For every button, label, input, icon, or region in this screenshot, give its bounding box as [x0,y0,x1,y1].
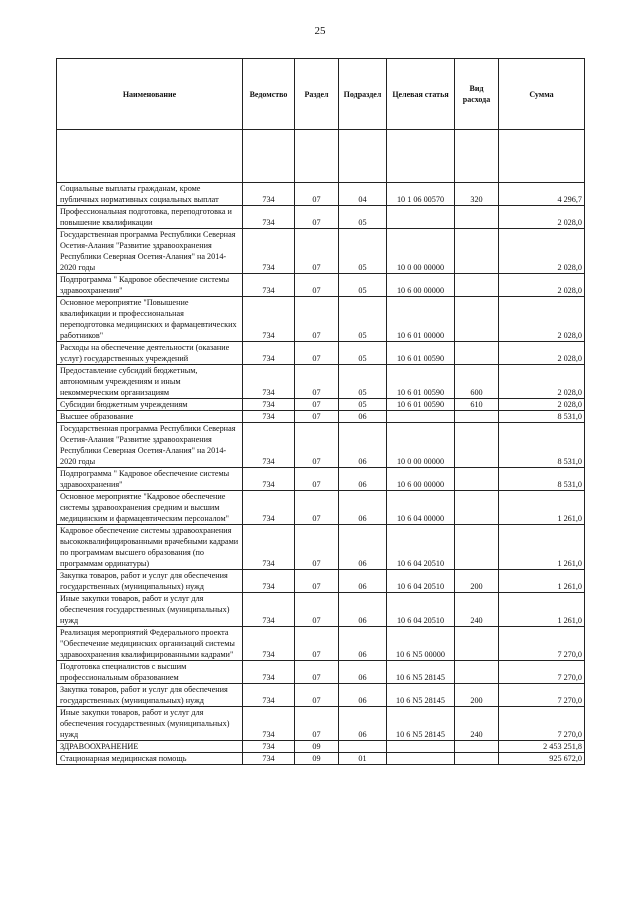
cell-target-article: 10 6 01 00000 [387,297,455,342]
cell-department: 734 [243,399,295,411]
cell-department: 734 [243,684,295,707]
cell-department: 734 [243,342,295,365]
table-header-row [57,59,585,130]
cell-subsection: 06 [339,423,387,468]
cell-amount: 8 531,0 [499,468,585,491]
cell-name: Подготовка специалистов с высшим профессиональным образованием [57,661,243,684]
cell-expense-type: 610 [455,399,499,411]
table-row [57,753,585,765]
cell-name: Государственная программа Республики Северная Осетия-Алания "Развитие здравоохранения Республики Северная Осетия-Алания" на 2014-2020 годы [57,423,243,468]
cell-expense-type [455,229,499,274]
cell-department: 734 [243,183,295,206]
cell-section: 07 [295,570,339,593]
cell-section: 07 [295,274,339,297]
cell-section: 07 [295,399,339,411]
cell-subsection: 01 [339,753,387,765]
cell-amount: 7 270,0 [499,707,585,741]
col-header-amount: Сумма [499,59,585,130]
table-row [57,525,585,570]
cell-target-article: 10 1 06 00570 [387,183,455,206]
cell-department: 734 [243,468,295,491]
cell-subsection: 05 [339,365,387,399]
cell-target-article: 10 6 N5 00000 [387,627,455,661]
cell-amount: 1 261,0 [499,570,585,593]
table-row [57,593,585,627]
cell-name: Иные закупки товаров, работ и услуг для обеспечения государственных (муниципальных) нужд [57,593,243,627]
cell-amount: 7 270,0 [499,661,585,684]
cell-subsection: 06 [339,570,387,593]
cell-target-article [387,753,455,765]
cell-target-article: 10 6 01 00590 [387,342,455,365]
table-row [57,707,585,741]
cell-subsection: 06 [339,684,387,707]
cell-target-article: 10 6 04 00000 [387,491,455,525]
cell-expense-type [455,423,499,468]
cell-subsection: 05 [339,206,387,229]
cell-target-article [387,411,455,423]
col-header-department: Ведомство [243,59,295,130]
table-row [57,399,585,411]
cell-amount: 2 028,0 [499,342,585,365]
cell-expense-type [455,206,499,229]
cell-expense-type: 200 [455,684,499,707]
cell-department: 734 [243,274,295,297]
cell-section: 07 [295,593,339,627]
cell-subsection: 04 [339,183,387,206]
cell-section: 07 [295,183,339,206]
cell-section: 07 [295,684,339,707]
cell-section: 07 [295,525,339,570]
cell-expense-type [455,411,499,423]
cell-target-article: 10 6 01 00590 [387,365,455,399]
cell-section: 07 [295,423,339,468]
cell-section: 07 [295,342,339,365]
col-header-target-article: Целевая статья [387,59,455,130]
cell-expense-type [455,661,499,684]
cell-expense-type: 200 [455,570,499,593]
cell-name: Профессиональная подготовка, переподготовка и повышение квалификации [57,206,243,229]
cell-section: 07 [295,468,339,491]
cell-department: 734 [243,411,295,423]
cell-subsection: 05 [339,342,387,365]
cell-amount: 1 261,0 [499,491,585,525]
cell-name: Предоставление субсидий бюджетным, автономным учреждениям и иным некоммерческим организациям [57,365,243,399]
cell-name: Субсидии бюджетным учреждениям [57,399,243,411]
cell-expense-type [455,274,499,297]
table-row [57,297,585,342]
cell-name: Закупка товаров, работ и услуг для обеспечения государственных (муниципальных) нужд [57,684,243,707]
cell-section: 09 [295,753,339,765]
cell-expense-type [455,297,499,342]
cell-name: Закупка товаров, работ и услуг для обеспечения государственных (муниципальных) нужд [57,570,243,593]
cell-subsection: 06 [339,525,387,570]
table-row [57,468,585,491]
cell-department: 734 [243,206,295,229]
cell-amount: 2 453 251,8 [499,741,585,753]
cell-department: 734 [243,525,295,570]
cell-subsection: 06 [339,661,387,684]
cell-name: Основное мероприятие "Кадровое обеспечение системы здравоохранения средним и высшим медицинским и фармацевтическим персоналом" [57,491,243,525]
cell-department: 734 [243,297,295,342]
col-header-section: Раздел [295,59,339,130]
cell-expense-type: 600 [455,365,499,399]
cell-section: 07 [295,229,339,274]
budget-table [56,58,585,765]
cell-department: 734 [243,753,295,765]
cell-target-article [387,741,455,753]
cell-name: Кадровое обеспечение системы здравоохранения высококвалифицированными врачебными кадрами по программам высшего образования (по программам ординатуры) [57,525,243,570]
cell-section: 09 [295,741,339,753]
cell-amount: 2 028,0 [499,206,585,229]
cell-section: 07 [295,627,339,661]
cell-name: ЗДРАВООХРАНЕНИЕ [57,741,243,753]
cell-name: Государственная программа Республики Северная Осетия-Алания "Развитие здравоохранения Республики Северная Осетия-Алания" на 2014-2020 годы [57,229,243,274]
page-number: 25 [314,25,326,37]
cell-subsection: 05 [339,229,387,274]
cell-subsection: 06 [339,593,387,627]
cell-name: Стационарная медицинская помощь [57,753,243,765]
table-body [57,130,585,765]
table-row [57,661,585,684]
cell-target-article: 10 0 00 00000 [387,229,455,274]
cell-expense-type [455,627,499,661]
cell-department: 734 [243,661,295,684]
cell-target-article: 10 6 04 20510 [387,525,455,570]
cell-amount: 7 270,0 [499,684,585,707]
table-row [57,342,585,365]
cell-expense-type [455,342,499,365]
cell-department: 734 [243,229,295,274]
cell-amount: 2 028,0 [499,274,585,297]
cell-department: 734 [243,491,295,525]
cell-target-article [387,206,455,229]
cell-name: Основное мероприятие "Повышение квалификации и профессиональная переподготовка медицинских и фармацевтических работников" [57,297,243,342]
cell-expense-type: 240 [455,707,499,741]
cell-subsection [339,741,387,753]
table-row [57,411,585,423]
table-spacer-row [57,130,585,183]
cell-target-article: 10 6 00 00000 [387,274,455,297]
cell-amount: 2 028,0 [499,365,585,399]
cell-target-article: 10 0 00 00000 [387,423,455,468]
cell-expense-type [455,468,499,491]
cell-amount: 925 672,0 [499,753,585,765]
cell-amount: 2 028,0 [499,399,585,411]
cell-target-article: 10 6 04 20510 [387,570,455,593]
cell-expense-type [455,525,499,570]
cell-department: 734 [243,741,295,753]
table-row [57,423,585,468]
cell-section: 07 [295,411,339,423]
cell-target-article: 10 6 N5 28145 [387,684,455,707]
cell-section: 07 [295,206,339,229]
cell-subsection: 05 [339,274,387,297]
cell-amount: 8 531,0 [499,411,585,423]
cell-section: 07 [295,707,339,741]
cell-expense-type: 320 [455,183,499,206]
table-row [57,206,585,229]
cell-target-article: 10 6 N5 28145 [387,707,455,741]
cell-amount: 2 028,0 [499,229,585,274]
cell-department: 734 [243,593,295,627]
cell-subsection: 06 [339,491,387,525]
cell-amount: 1 261,0 [499,525,585,570]
cell-department: 734 [243,707,295,741]
cell-name: Реализация мероприятий Федерального проекта "Обеспечение медицинских организаций системы здравоохранения квалифицированными кадрами" [57,627,243,661]
cell-subsection: 05 [339,297,387,342]
cell-amount: 8 531,0 [499,423,585,468]
cell-department: 734 [243,365,295,399]
cell-name: Подпрограмма " Кадровое обеспечение системы здравоохранения" [57,274,243,297]
cell-subsection: 06 [339,707,387,741]
table-row [57,491,585,525]
cell-name: Высшее образование [57,411,243,423]
table-row [57,570,585,593]
cell-department: 734 [243,570,295,593]
cell-section: 07 [295,365,339,399]
cell-subsection: 05 [339,399,387,411]
cell-amount: 7 270,0 [499,627,585,661]
cell-amount: 2 028,0 [499,297,585,342]
cell-expense-type [455,491,499,525]
cell-name: Подпрограмма " Кадровое обеспечение системы здравоохранения" [57,468,243,491]
table-row [57,183,585,206]
cell-subsection: 06 [339,627,387,661]
cell-amount: 1 261,0 [499,593,585,627]
cell-subsection: 06 [339,411,387,423]
cell-target-article: 10 6 04 20510 [387,593,455,627]
table-row [57,627,585,661]
cell-section: 07 [295,297,339,342]
cell-target-article: 10 6 01 00590 [387,399,455,411]
col-header-expense-type: Вид расхода [455,59,499,130]
cell-amount: 4 296,7 [499,183,585,206]
cell-section: 07 [295,661,339,684]
cell-expense-type [455,753,499,765]
cell-target-article: 10 6 N5 28145 [387,661,455,684]
cell-name: Социальные выплаты гражданам, кроме публичных нормативных социальных выплат [57,183,243,206]
col-header-name: Наименование [57,59,243,130]
table-row [57,684,585,707]
table-row [57,365,585,399]
cell-name: Иные закупки товаров, работ и услуг для обеспечения государственных (муниципальных) нужд [57,707,243,741]
table-row [57,741,585,753]
cell-department: 734 [243,423,295,468]
table-row [57,229,585,274]
cell-target-article: 10 6 00 00000 [387,468,455,491]
col-header-subsection: Подраздел [339,59,387,130]
table-row [57,274,585,297]
cell-expense-type [455,741,499,753]
cell-name: Расходы на обеспечение деятельности (оказание услуг) государственных учреждений [57,342,243,365]
cell-section: 07 [295,491,339,525]
cell-subsection: 06 [339,468,387,491]
cell-expense-type: 240 [455,593,499,627]
cell-department: 734 [243,627,295,661]
